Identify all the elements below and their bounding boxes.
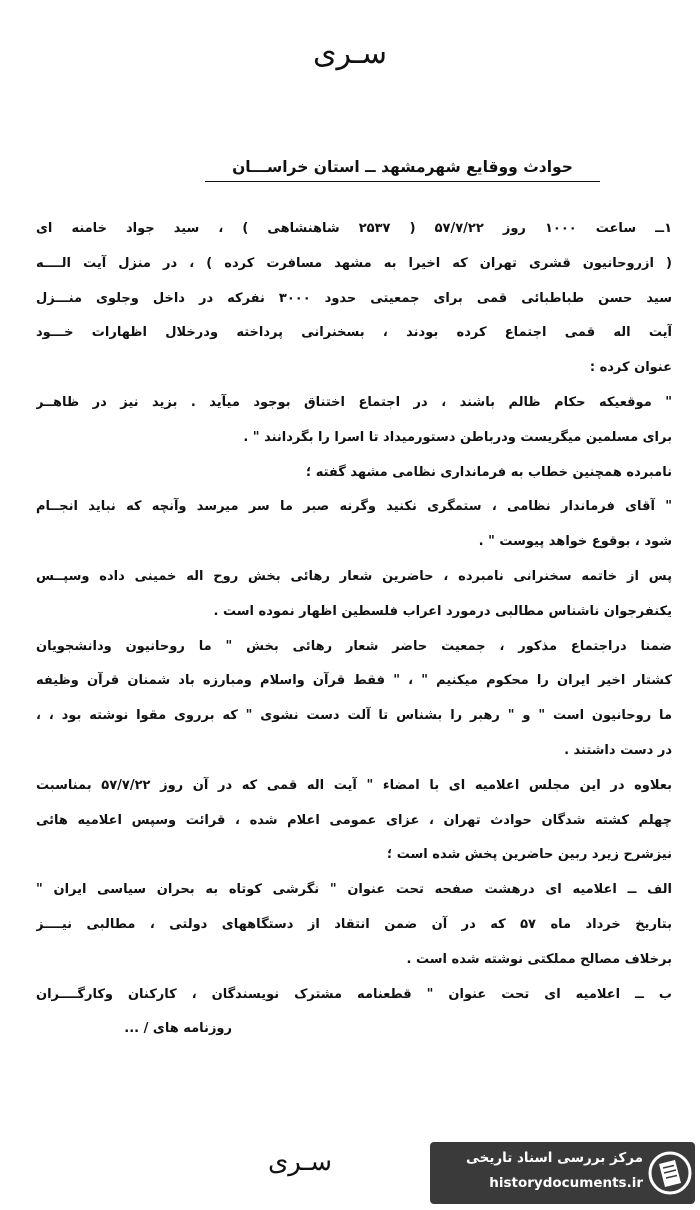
- body-line: " موقعیکه حکام ظالم باشند ، در اجتماع اختناق بوجود میآید . بزید نیز در ظاهــر: [36, 394, 672, 410]
- body-line: یکنفرجوان ناشناس مطالبی درمورد اعراب فلسطین اظهار نموده است .: [213, 603, 672, 619]
- body-line: ب ــ اعلامیه ای تحت عنوان " قطعنامه مشترک نویسندگان ، کارکنان وکارگــــران: [36, 986, 672, 1002]
- body-line: نامبرده همچنین خطاب به فرمانداری نظامی مشهد گفته ؛: [306, 464, 672, 480]
- body-line: در دست داشتند .: [564, 742, 672, 758]
- body-line: برای مسلمین میگریست ودرباطن دستورمیداد تا اسرا را بگردانند " .: [243, 429, 672, 445]
- body-line: آیت اله قمی اجتماع کرده بودند ، بسخنرانی پرداخته ودرخلال اظهارات خـــود: [36, 325, 672, 341]
- body-line: پس از خاتمه سخنرانی نامبرده ، حاضرین شعار رهائی بخش روح اله خمینی داده وسپــس: [36, 568, 672, 584]
- body-line: کشتار اخیر ایران را محکوم میکنیم " ، " فقط قرآن واسلام ومبارزه باد شمنان قرآن وظیفه: [36, 673, 672, 689]
- body-line: ( ازروحانیون قشری تهران که اخیرا به مشهد مسافرت کرده ) ، در منزل آیت الــــه: [36, 255, 672, 271]
- body-line: " آقای فرماندار نظامی ، ستمگری نکنید وگرنه صبر ما سر میرسد وآنچه که نباید انجــام: [36, 499, 672, 515]
- archive-logo-icon: [648, 1150, 692, 1196]
- body-line: سید حسن طباطبائی قمی برای جمعیتی حدود ۳۰۰۰ نفرکه در داخل وجلوی منـــزل: [36, 290, 672, 306]
- body-line: عنوان کرده :: [589, 360, 672, 376]
- classification-stamp-bottom: سـری: [267, 1147, 333, 1177]
- body-line: ۱ــ ساعت ۱۰۰۰ روز ۵۷/۷/۲۲ ( ۲۵۳۷ شاهنشاهی ) ، سید جواد خامنه ای: [36, 221, 672, 236]
- body-line: ضمنا دراجتماع مذکور ، جمعیت حاضر شعار رهائی بخش " ما روحانیون ودانشجویان: [36, 638, 672, 654]
- body-line: بعلاوه در این مجلس اعلامیه ای با امضاء " آیت اله قمی که در آن روز ۵۷/۷/۲۲ بمناسبت: [36, 777, 672, 793]
- body-line: الف ــ اعلامیه ای درهشت صفحه تحت عنوان " نگرشی کوتاه به بحران سیاسی ایران ": [36, 882, 672, 898]
- body-line: چهلم کشته شدگان حوادث تهران ، عزای عمومی اعلام شده ، قرائت وسپس اعلامیه هائی: [36, 812, 672, 828]
- body-line: بتاریخ خرداد ماه ۵۷ که در آن ضمن انتقاد از دستگاههای دولتی ، مطالبی نیــــز: [36, 916, 672, 932]
- body-line: نیزشرح زیرد ربین حاضرین پخش شده است ؛: [387, 847, 672, 863]
- body-line: شود ، بوقوع خواهد پیوست " .: [478, 534, 672, 550]
- document-heading: حوادث ووقایع شهرمشهد ــ استان خراســـان: [205, 158, 600, 182]
- body-line: ما روحانیون است " و " رهبر را بشناس تا آلت دست نشوی " که برروی مقوا نوشته بود ، ،: [36, 708, 672, 724]
- continuation-note: روزنامه های / ...: [124, 1021, 232, 1037]
- watermark: [430, 1142, 695, 1204]
- watermark-title: مرکز بررسی اسناد تاریخی: [465, 1150, 643, 1166]
- watermark-url: historydocuments.ir: [489, 1175, 643, 1191]
- body-line: برخلاف مصالح مملکتی نوشته شده است .: [406, 951, 672, 967]
- classification-stamp-top: سـری: [313, 36, 387, 71]
- document-body: [36, 212, 672, 1047]
